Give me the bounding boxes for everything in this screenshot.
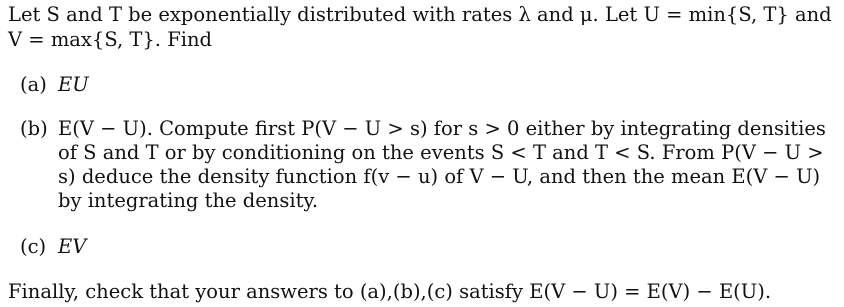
item-c-text: EV xyxy=(58,235,87,258)
final-check-text: Finally, check that your answers to (a),(b),(c) satisfy E(V − U) = E(V) − E(U). xyxy=(8,280,772,303)
item-b-text: E(V − U). Compute first P(V − U > s) for s > 0 either by integrating densities of S and T or by conditioning on the events S < T and T < S. From P(V − U > s) deduce the density function f(v − u) of V − U, and then the mean E(V − U) by integrating the density. xyxy=(58,117,826,212)
item-a-label: (a) xyxy=(20,73,47,96)
item-c-label: (c) xyxy=(20,235,47,258)
problem-intro: Let S and T be exponentially distributed with rates λ and μ. Let U = min{S, T} and V = max{S, T}. Find xyxy=(8,3,832,51)
item-a-text: EU xyxy=(58,73,89,96)
item-b-label: (b) xyxy=(20,117,48,140)
